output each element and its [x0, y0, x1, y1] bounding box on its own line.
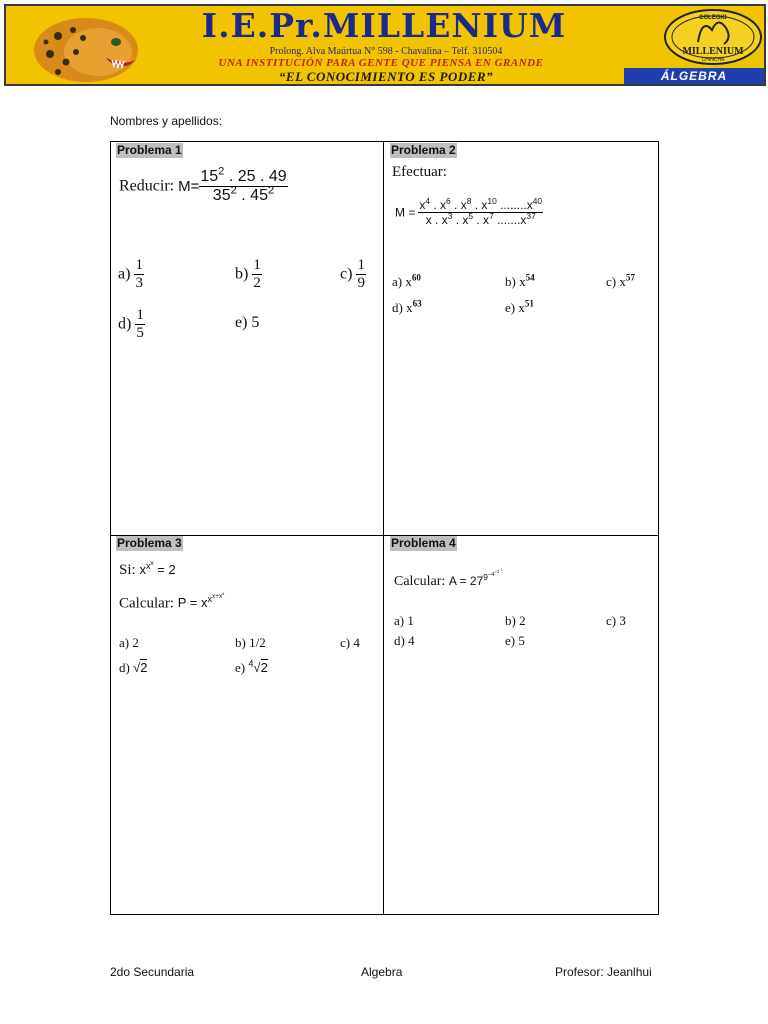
p2-option-b: b) $x^{54}$	[505, 272, 535, 289]
p3-option-d: d) √2	[119, 660, 148, 675]
jaguar-logo-icon	[28, 12, 146, 84]
school-name: I.E.Pr.MILLENIUM	[201, 6, 567, 45]
p4-option-a: a) 1	[394, 613, 414, 628]
p3-option-e: e) $^4$√2	[235, 658, 268, 675]
p1-option-b: b) $\frac{1}{2}$	[235, 257, 261, 291]
school-motto: “EL CONOCIMIENTO ES PODER”	[278, 69, 494, 84]
problem-2-var: M	[395, 205, 405, 220]
p2-option-a: a) $x^{60}$	[392, 272, 421, 289]
p4-option-e: e) 5	[505, 633, 525, 648]
p4-option-d: d) 4	[394, 633, 415, 648]
seal-top-text: COLEGIO	[699, 15, 727, 21]
p1-option-d: d) $\frac{1}{5}$	[118, 307, 144, 341]
subject-badge: ÁLGEBRA	[624, 68, 764, 84]
problem-1-fraction: $\frac{15^2 . 25 . 49}{35^2 . 45^2}$	[200, 165, 287, 204]
seal-name-text: MILLENIUM	[682, 46, 744, 57]
problem-4-title: Problema 4	[391, 536, 456, 550]
seal-bottom-text: CHINCHA	[701, 57, 725, 63]
p2-option-c: c) $x^{57}$	[606, 272, 635, 289]
p2-option-e: e) $x^{51}$	[505, 298, 534, 315]
problem-3-prompt: Calcular: $P = x^{x^{x+x^x}}$	[119, 591, 225, 612]
footer-teacher: Profesor: Jeanlhui	[555, 965, 652, 979]
problem-3-given: Si: $x^{x^x} = 2$	[119, 559, 176, 578]
problem-4-prompt: Calcular: $A = 27^{9^{-4^{-2^{-1}}}}$	[394, 568, 503, 590]
p1-option-c: c) $\frac{1}{9}$	[340, 257, 365, 291]
problem-1-title: Problema 1	[117, 143, 182, 157]
school-address: Prolong. Alva Maúrtua N° 598 - Chavalina – Telf. 310504	[269, 46, 503, 57]
school-seal-icon	[662, 8, 764, 66]
footer-subject: Algebra	[361, 965, 403, 979]
footer-grade: 2do Secundaria	[110, 965, 195, 979]
problem-2-title: Problema 2	[391, 143, 456, 157]
grid-divider-horizontal	[110, 535, 659, 536]
problems-grid	[110, 141, 659, 915]
p1-option-a: a) $\frac{1}{3}$	[118, 257, 143, 291]
problem-1-statement: Reducir: M= $\frac{15^2 . 25 . 49}{35^2 . 45^2}$	[119, 165, 287, 204]
p3-option-a: a) 2	[119, 635, 139, 650]
student-name-label: Nombres y apellidos:	[110, 114, 223, 128]
problem-3-title: Problema 3	[117, 536, 182, 550]
p4-option-b: b) 2	[505, 613, 526, 628]
problem-1-var: M	[178, 178, 191, 195]
p2-option-d: d) $x^{63}$	[392, 298, 422, 315]
problem-1-prompt: Reducir:	[119, 177, 175, 195]
header-banner	[4, 4, 766, 86]
p4-option-c: c) 3	[606, 613, 626, 628]
grid-divider-vertical	[383, 141, 384, 915]
p1-option-e: e) 5	[235, 314, 260, 331]
p3-option-c: c) 4	[340, 635, 360, 650]
problem-2-expression: M = $\frac{x^4 . x^6 . x^8 . x^{10} ........x^{40}}{x . x^3 . x^5 . x^7 .......x^{37}}$	[395, 196, 543, 227]
problem-2-prompt: Efectuar:	[392, 164, 447, 180]
school-slogan: UNA INSTITUCIÓN PARA GENTE QUE PIENSA EN GRANDE	[218, 57, 544, 69]
p3-option-b: b) 1/2	[235, 635, 266, 650]
